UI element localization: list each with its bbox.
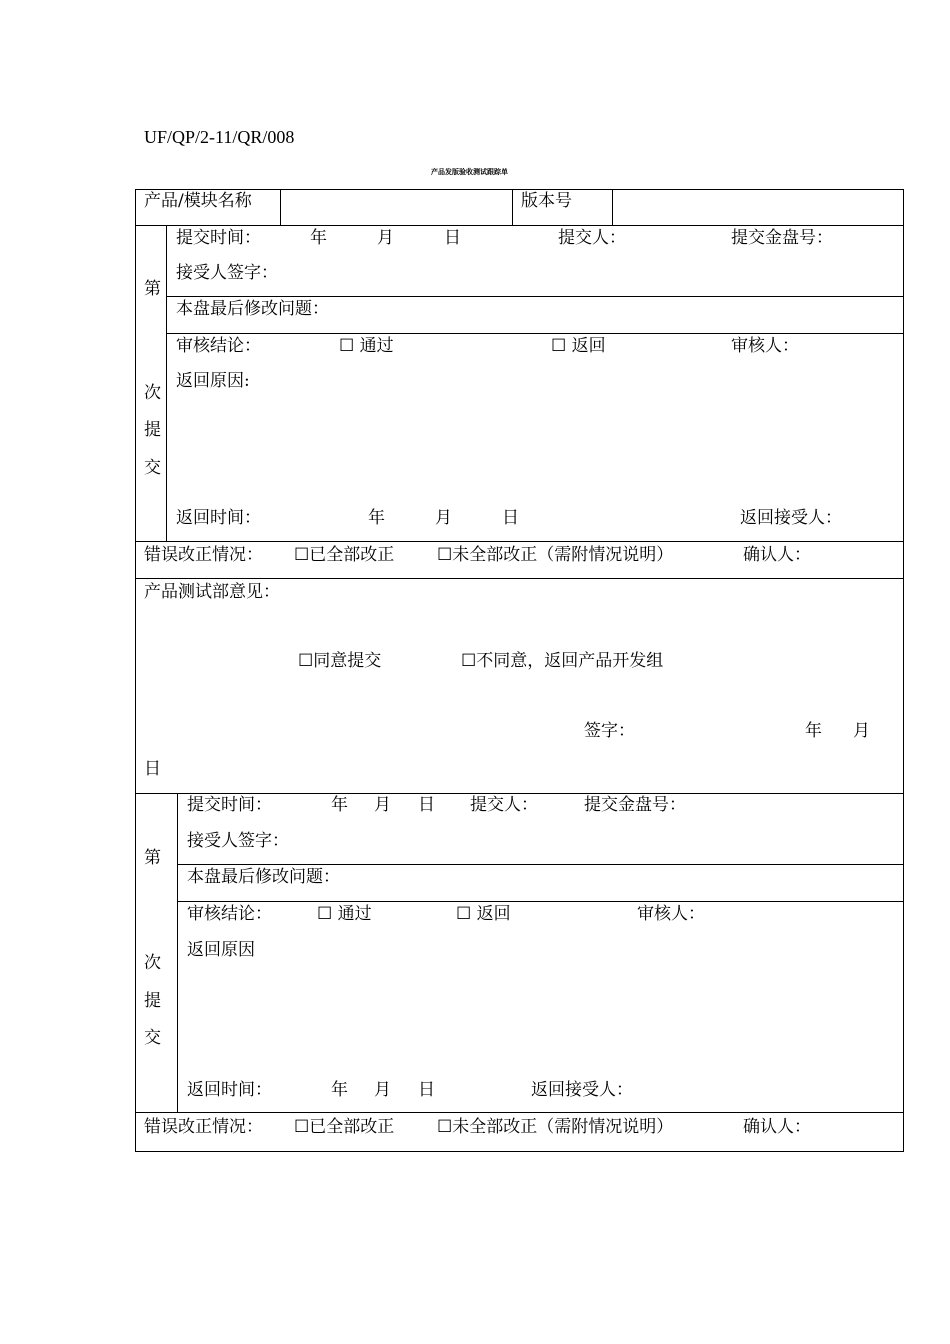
s2-receiver-sign-label: 接受人签字：	[187, 831, 289, 851]
c2-not-all-fixed-checkbox[interactable]: ☐未全部改正（需附情况说明）	[437, 1117, 674, 1137]
disagree-checkbox[interactable]: ☐不同意，返回产品开发组	[461, 651, 664, 671]
c2-confirmer-label: 确认人：	[743, 1117, 811, 1137]
s2-submitter-label: 提交人：	[470, 795, 538, 815]
test-opinion-label: 产品测试部意见：	[144, 582, 280, 602]
c1-confirmer-label: 确认人：	[743, 545, 811, 565]
s2-return-reason-label: 返回原因	[187, 940, 255, 960]
c1-all-fixed-checkbox[interactable]: ☐已全部改正	[294, 545, 395, 565]
s1-submit-time-label: 提交时间：	[176, 228, 261, 248]
test-year: 年	[805, 721, 822, 741]
s1-disk-label: 提交金盘号：	[731, 228, 833, 248]
agree-checkbox[interactable]: ☐同意提交	[298, 651, 382, 671]
s2-return-receiver-label: 返回接受人：	[531, 1080, 633, 1100]
s2-last-modified-label: 本盘最后修改问题：	[187, 867, 340, 887]
test-day: 日	[144, 759, 161, 779]
s2-return-day: 日	[418, 1080, 435, 1100]
s1-return-month: 月	[435, 508, 452, 528]
s1-year: 年	[310, 228, 327, 248]
s2-day: 日	[418, 795, 435, 815]
test-sign-label: 签字：	[584, 721, 635, 741]
round2-label-char: 提	[144, 991, 161, 1011]
s2-return-time-label: 返回时间：	[187, 1080, 272, 1100]
s1-review-label: 审核结论：	[176, 336, 261, 356]
s2-submit-time-label: 提交时间：	[187, 795, 272, 815]
s1-return-receiver-label: 返回接受人：	[740, 508, 842, 528]
s1-submitter-label: 提交人：	[558, 228, 626, 248]
s2-return-year: 年	[331, 1080, 348, 1100]
round1-label-char: 第	[144, 279, 161, 299]
round1-label-char: 提	[144, 420, 161, 440]
product-module-label: 产品/模块名称	[144, 191, 252, 211]
round1-label-char: 次	[144, 383, 161, 403]
s1-day: 日	[444, 228, 461, 248]
s1-pass-checkbox[interactable]: ☐ 通过	[339, 336, 394, 356]
round2-label-char: 交	[144, 1028, 161, 1048]
document-code: UF/QP/2-11/QR/008	[144, 127, 295, 147]
s2-disk-label: 提交金盘号：	[584, 795, 686, 815]
s1-receiver-sign-label: 接受人签字：	[176, 263, 278, 283]
c2-all-fixed-checkbox[interactable]: ☐已全部改正	[294, 1117, 395, 1137]
form-title: 产品发版验收测试跟踪单	[431, 167, 508, 176]
s2-reviewer-label: 审核人：	[637, 904, 705, 924]
round2-label-char: 次	[144, 953, 161, 973]
test-month: 月	[853, 721, 870, 741]
version-label: 版本号	[521, 191, 572, 211]
s1-return-day: 日	[502, 508, 519, 528]
s1-month: 月	[377, 228, 394, 248]
c1-label: 错误改正情况：	[144, 545, 263, 565]
s2-return-checkbox[interactable]: ☐ 返回	[456, 904, 511, 924]
s2-pass-checkbox[interactable]: ☐ 通过	[317, 904, 372, 924]
s1-last-modified-label: 本盘最后修改问题：	[176, 299, 329, 319]
c2-label: 错误改正情况：	[144, 1117, 263, 1137]
s1-return-year: 年	[368, 508, 385, 528]
round2-label-char: 第	[144, 848, 161, 868]
s2-return-month: 月	[374, 1080, 391, 1100]
s2-month: 月	[374, 795, 391, 815]
s1-reviewer-label: 审核人：	[731, 336, 799, 356]
s1-return-time-label: 返回时间：	[176, 508, 261, 528]
round1-label-char: 交	[144, 458, 161, 478]
c1-not-all-fixed-checkbox[interactable]: ☐未全部改正（需附情况说明）	[437, 545, 674, 565]
s1-return-checkbox[interactable]: ☐ 返回	[551, 336, 606, 356]
s1-return-reason-label: 返回原因:	[176, 371, 250, 391]
s2-year: 年	[331, 795, 348, 815]
s2-review-label: 审核结论：	[187, 904, 272, 924]
